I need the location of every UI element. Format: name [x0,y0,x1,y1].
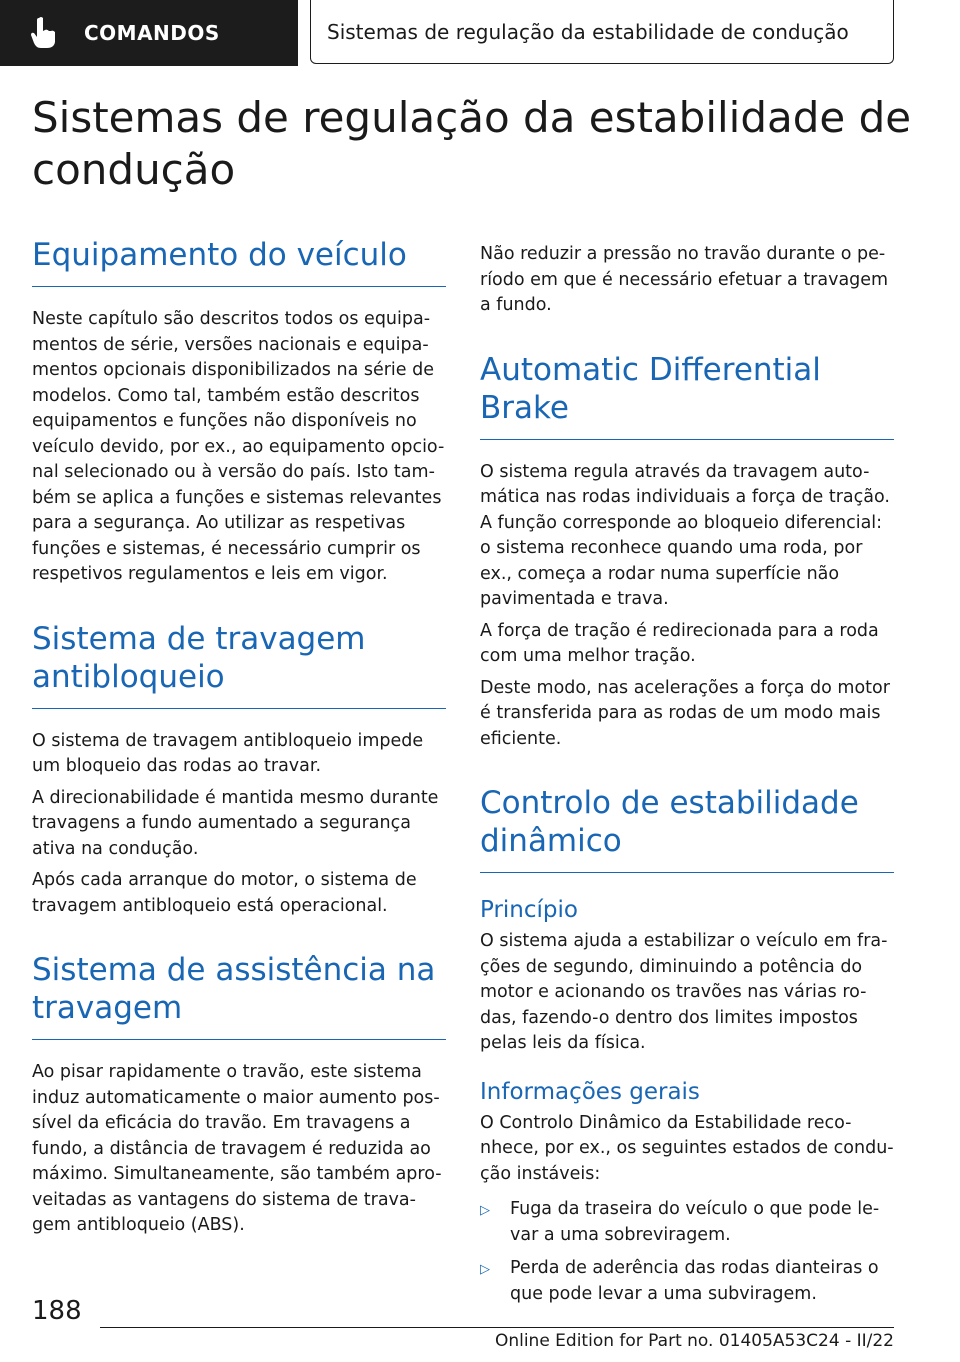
paragraph: Deste modo, nas acelerações a força do motor é transferida para as rodas de um modo mais eficiente. [480,677,890,749]
triangle-right-icon: ▷ [480,1203,490,1218]
page-title: Sistemas de regulação da estabilidade de condução [32,93,912,194]
subheading-principio: Princípio [480,897,578,923]
paragraph: O sistema de travagem antibloqueio impede um bloqueio das rodas ao travar. [32,730,424,776]
paragraph: O sistema regula através da travagem auto-mática nas rodas individuais a força de tração. A função corresponde ao bloqueio diferencial: o sistema reconhece quando uma roda, por ex., começa a rodar numa superfície não pavimentada e trava. [480,461,890,609]
edition-note: Online Edition for Part no. 01405A53C24 - II/22 [494,1331,894,1351]
paragraph: Ao pisar rapidamente o travão, este sistema induz automaticamente o maior aumento pos-sível da eficácia do travão. Em travagens a fundo, a distância de travagem é reduzida ao máximo. Simultaneamente, são também apro-veitadas as vantagens do sistema de trava-gem antibloqueio (ABS). [32,1062,442,1235]
list-item [480,1197,894,1248]
heading-brake-assist: Sistema de assistência na travagem [32,951,446,1040]
heading-abs: Sistema de travagem antibloqueio [32,620,446,709]
footer-divider [100,1327,894,1328]
paragraph: O Controlo Dinâmico da Estabilidade reco-nhece, por ex., os seguintes estados de condu-ção instáveis: [480,1112,894,1184]
pointing-hand-icon [28,14,66,52]
paragraph: Após cada arranque do motor, o sistema de travagem antibloqueio está operacional. [32,870,417,916]
breadcrumb[interactable] [310,0,894,64]
section-label: COMANDOS [84,21,220,45]
paragraph: Não reduzir a pressão no travão durante o pe-ríodo em que é necessário efetuar a travagem a fundo. [480,244,889,315]
list-item-text: Perda de aderência das rodas dianteiras o que pode levar a uma subviragem. [510,1258,879,1304]
left-column [32,236,446,1239]
page-number: 188 [32,1296,82,1326]
right-column [480,236,894,1307]
breadcrumb-text: Sistemas de regulação da estabilidade de condução [327,19,849,44]
heading-equipamento: Equipamento do veículo [32,236,446,287]
heading-adb: Automatic Differential Brake [480,351,894,440]
subheading-informacoes: Informações gerais [480,1078,700,1105]
list-item [480,1256,894,1307]
paragraph: A direcionabilidade é mantida mesmo durante travagens a fundo aumentado a segurança ativa na condução. [32,787,439,859]
page-header [0,0,960,66]
list-item-text: Fuga da traseira do veículo o que pode le-var a uma sobreviragem. [510,1199,880,1245]
paragraph: O sistema ajuda a estabilizar o veículo em fra-ções de segundo, diminuindo a potência do motor e acionando os travões nas várias ro-das, fazendo-o dentro dos limites impostos pelas leis da física. [480,931,888,1053]
section-tab[interactable] [0,0,298,66]
paragraph: Neste capítulo são descritos todos os equipa-mentos de série, versões nacionais e equipa-mentos opcionais disponibilizados na série de modelos. Como tal, também estão descritos equipamentos e funções não disponíveis no veículo devido, por ex., ao equipamento opcio-nal selecionado ou à versão do país. Isto tam-bém se aplica a funções e sistemas relevantes para a segurança. Ao utilizar as respetivas funções e sistemas, é necessário cumprir os respetivos regulamentos e leis em vigor. [32,309,445,584]
triangle-right-icon: ▷ [480,1262,490,1277]
paragraph: A força de tração é redirecionada para a roda com uma melhor tração. [480,620,879,666]
heading-dsc: Controlo de estabilidade dinâmico [480,784,894,873]
